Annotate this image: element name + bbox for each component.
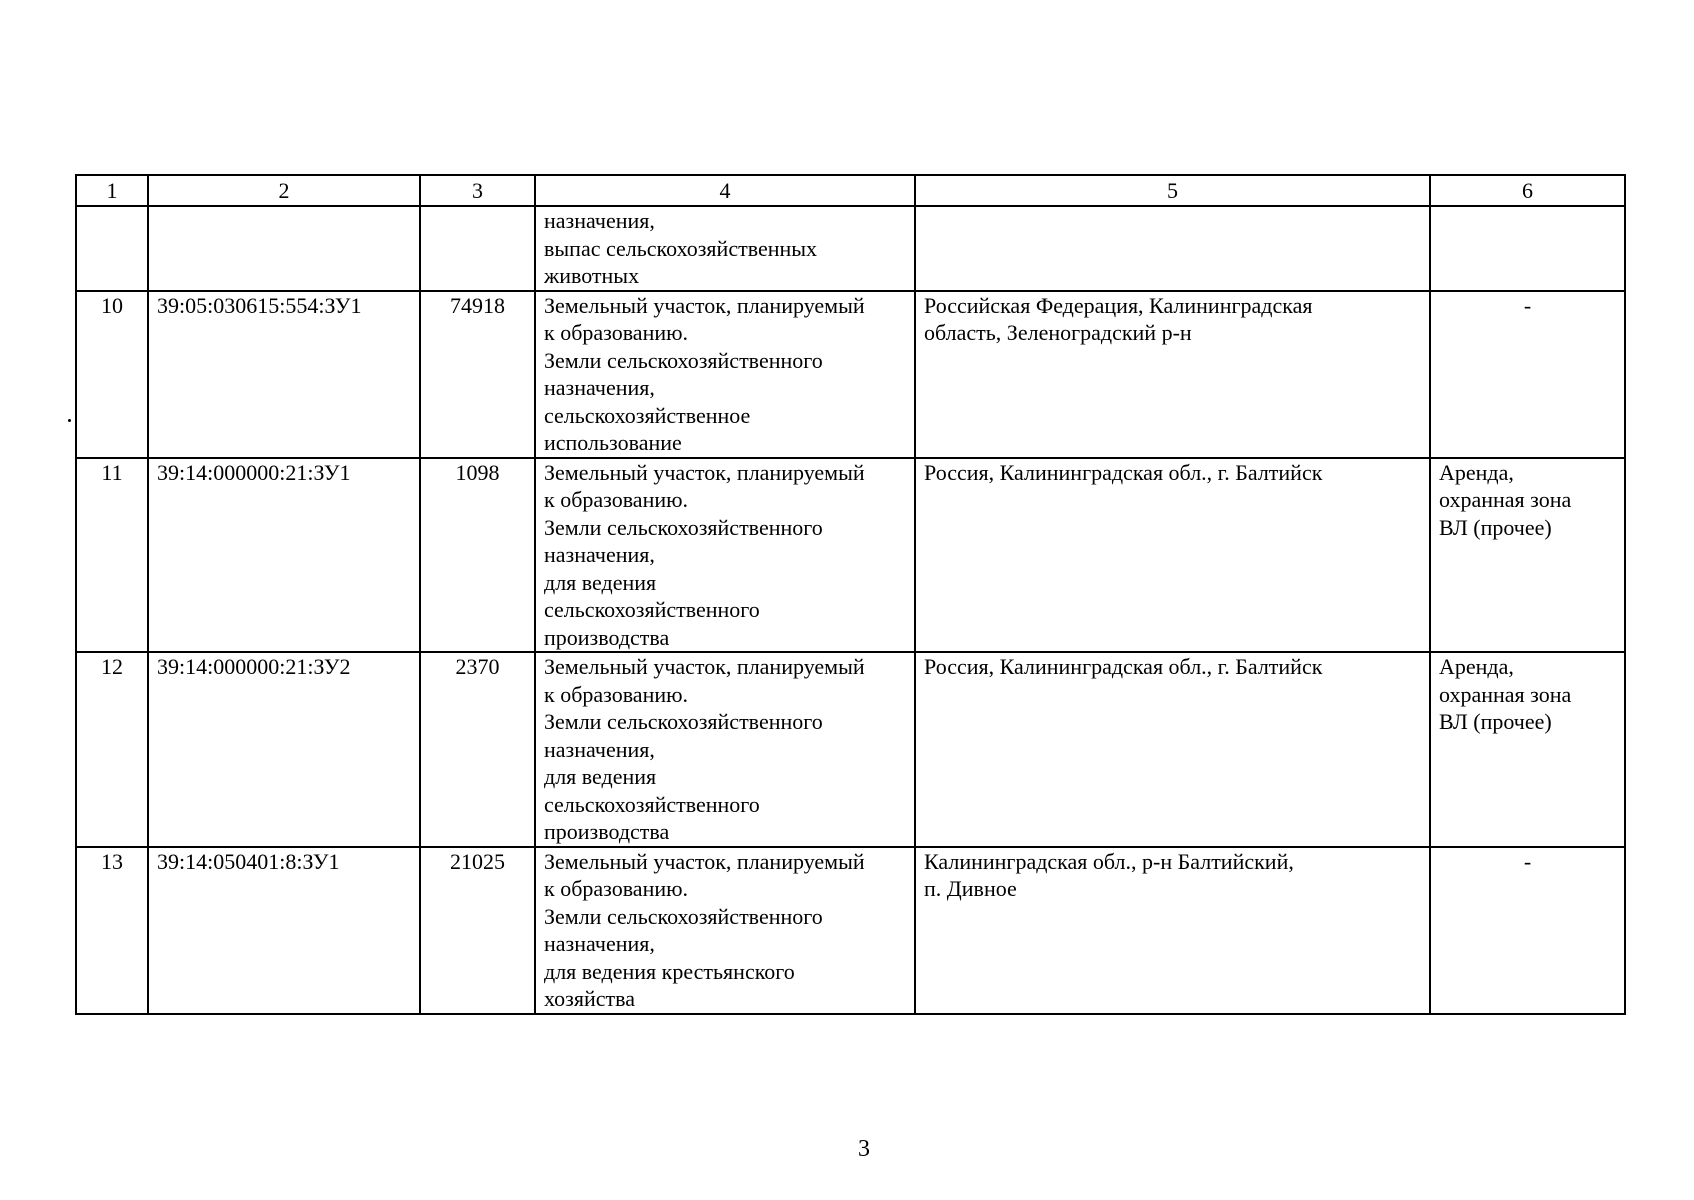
purpose-line: к образованию. bbox=[544, 681, 689, 707]
encumbrance-line: охранная зона bbox=[1439, 487, 1572, 512]
cell-cadastral: 39:14:000000:21:ЗУ1 bbox=[148, 458, 420, 653]
purpose-line: Земли сельскохозяйственного bbox=[544, 514, 823, 540]
cell-num bbox=[76, 206, 148, 291]
encumbrance-line: охранная зона bbox=[1439, 681, 1572, 707]
cell-area bbox=[420, 206, 535, 291]
purpose-line: для ведения bbox=[544, 764, 657, 789]
purpose-line: к образованию. bbox=[544, 320, 689, 345]
location-line: Калининградская обл., р-н Балтийский, bbox=[924, 848, 1294, 874]
purpose-line: Земельный участок, планируемый bbox=[544, 292, 865, 318]
purpose-line: к образованию. bbox=[544, 876, 689, 901]
purpose-line: животных bbox=[544, 263, 640, 288]
header-col-6: 6 bbox=[1430, 175, 1625, 206]
continuation-row bbox=[76, 206, 1625, 291]
header-col-5: 5 bbox=[915, 175, 1430, 206]
encumbrance-line: ВЛ (прочее) bbox=[1439, 709, 1552, 734]
cell-cadastral: 39:14:000000:21:ЗУ2 bbox=[148, 652, 420, 847]
header-row bbox=[76, 175, 1625, 206]
table-row bbox=[76, 458, 1625, 653]
encumbrance-line: - bbox=[1523, 848, 1532, 874]
header-col-1: 1 bbox=[76, 175, 148, 206]
cell-area: 74918 bbox=[420, 291, 535, 458]
cell-location bbox=[915, 291, 1430, 458]
purpose-line: назначения, bbox=[544, 542, 655, 567]
location-line: Россия, Калининградская обл., г. Балтийск bbox=[924, 459, 1323, 485]
purpose-line: хозяйства bbox=[544, 986, 635, 1011]
cell-encumbrance bbox=[1430, 458, 1625, 653]
location-line: Россия, Калининградская обл., г. Балтийск bbox=[924, 654, 1323, 679]
cell-area: 1098 bbox=[420, 458, 535, 653]
cell-area: 21025 bbox=[420, 847, 535, 1014]
encumbrance-line: Аренда, bbox=[1439, 459, 1514, 485]
cell-purpose bbox=[535, 458, 915, 653]
location-line: область, Зеленоградский р-н bbox=[924, 320, 1192, 345]
cell-location bbox=[915, 206, 1430, 291]
cell-cadastral: 39:14:050401:8:ЗУ1 bbox=[148, 847, 420, 1014]
purpose-line: Земли сельскохозяйственного bbox=[544, 347, 823, 373]
encumbrance-line: - bbox=[1523, 292, 1532, 318]
cell-purpose bbox=[535, 847, 915, 1014]
purpose-line: использование bbox=[544, 430, 682, 455]
purpose-line: Земельный участок, планируемый bbox=[544, 848, 865, 874]
table-row bbox=[76, 847, 1625, 1014]
cell-location bbox=[915, 847, 1430, 1014]
cell-purpose bbox=[535, 206, 915, 291]
purpose-line: сельскохозяйственное bbox=[544, 402, 751, 428]
cell-cadastral bbox=[148, 206, 420, 291]
purpose-line: назначения, bbox=[544, 736, 655, 762]
purpose-line: производства bbox=[544, 819, 670, 844]
cell-encumbrance bbox=[1430, 206, 1625, 291]
purpose-line: назначения, bbox=[544, 931, 655, 956]
purpose-line: назначения, bbox=[544, 375, 655, 400]
cell-encumbrance bbox=[1430, 291, 1625, 458]
cell-purpose bbox=[535, 652, 915, 847]
header-col-3: 3 bbox=[420, 175, 535, 206]
cell-encumbrance bbox=[1430, 652, 1625, 847]
location-line: п. Дивное bbox=[924, 876, 1017, 901]
purpose-line: сельскохозяйственного bbox=[544, 597, 760, 622]
cell-location bbox=[915, 652, 1430, 847]
cell-num: 10 bbox=[76, 291, 148, 458]
cell-cadastral: 39:05:030615:554:ЗУ1 bbox=[148, 291, 420, 458]
cell-num: 11 bbox=[76, 458, 148, 653]
page-number: 3 bbox=[858, 1136, 870, 1162]
cell-num: 13 bbox=[76, 847, 148, 1014]
purpose-line: Земли сельскохозяйственного bbox=[544, 903, 823, 929]
cell-location bbox=[915, 458, 1430, 653]
header-col-4: 4 bbox=[535, 175, 915, 206]
cell-encumbrance bbox=[1430, 847, 1625, 1014]
purpose-line: Земельный участок, планируемый bbox=[544, 459, 865, 485]
cell-purpose bbox=[535, 291, 915, 458]
purpose-line: выпас сельскохозяйственных bbox=[544, 235, 818, 261]
purpose-line: к образованию. bbox=[544, 487, 689, 512]
stray-dot bbox=[68, 419, 71, 422]
purpose-line: для ведения bbox=[544, 569, 657, 595]
land-plots-table bbox=[75, 174, 1626, 1015]
purpose-line: для ведения крестьянского bbox=[544, 958, 795, 984]
location-line: Российская Федерация, Калининградская bbox=[924, 292, 1313, 318]
purpose-line: Земли сельскохозяйственного bbox=[544, 709, 823, 734]
encumbrance-line: Аренда, bbox=[1439, 654, 1514, 679]
table-row bbox=[76, 291, 1625, 458]
purpose-line: Земельный участок, планируемый bbox=[544, 654, 865, 679]
purpose-line: назначения, bbox=[544, 208, 655, 233]
cell-area: 2370 bbox=[420, 652, 535, 847]
purpose-line: сельскохозяйственного bbox=[544, 791, 760, 817]
purpose-line: производства bbox=[544, 624, 670, 650]
table-row bbox=[76, 652, 1625, 847]
encumbrance-line: ВЛ (прочее) bbox=[1439, 514, 1552, 540]
cell-num: 12 bbox=[76, 652, 148, 847]
header-col-2: 2 bbox=[148, 175, 420, 206]
